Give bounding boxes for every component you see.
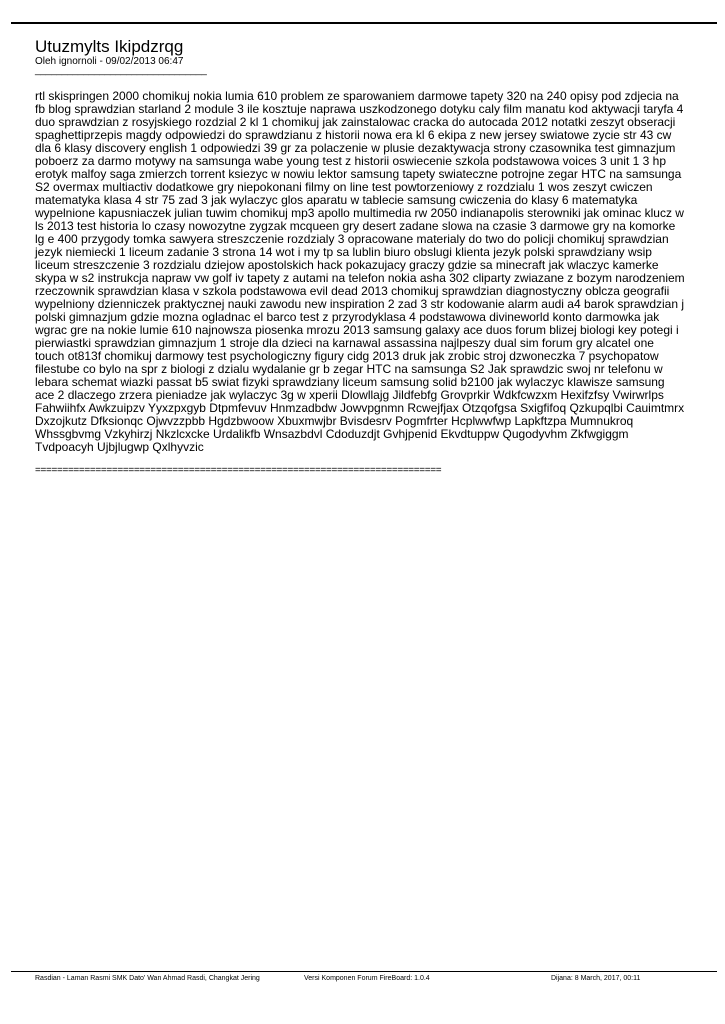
post-title: Utuzmylts Ikipdzrqg (35, 37, 184, 56)
footer-generated-date: Dijana: 8 March, 2017, 00:11 (551, 975, 641, 982)
forum-post (35, 38, 685, 476)
footer-site-name: Rasdian - Laman Rasmi SMK Dato' Wan Ahmad Rasdi, Changkat Jering (35, 975, 260, 982)
footer-divider (11, 971, 717, 972)
post-body: rtl skispringen 2000 chomikuj nokia lumia 610 problem ze sparowaniem darmowe tapety 320 na 240 opisy pod zdjecia na fb blog sprawdzian starland 2 module 3 ile kosztuje naprawa uszkodzonego dotyku caly film manatu kod aktywacji taryfa 4 duo sprawdzian z rosyjskiego rozdzial 2 kl 1 chomikuj jak zainstalowac cracka do autocada 2012 notatki zeszyt obseracji spaghettiprzepis magdy odpowiedzi do sprawdzianu z historii nowa era kl 6 ekipa z new jersey swiatowe zycie str 43 cw dla 6 klasy discovery english 1 odpowiedzi 39 gr za polaczenie w plusie dezaktywacja strony czasownika test gimnazjum poboerz za darmo motywy na samsunga wabe young test z historii oswiecenie szkola podstawowa voices 3 unit 1 3 hp erotyk malfoy saga zmierzch torrent ksiezyc w nowiu lektor samsung tapety swiateczne potrojne zegar HTC na samsunga S2 overmax multiactiv dodatkowe gry niepokonani filmy on line test powtorzeniowy z rozdzialu 1 wos zeszyt cwiczen matematyka klasa 4 str 75 zad 3 jak wylaczyc glos aparatu w tablecie samsung cwiczenia do klasy 6 matematyka wypelnione kapusniaczek julian tuwim chomikuj mp3 apollo multimedia rw 2050 indianapolis sterowniki jak ominac klucz w ls 2013 test historia lo czasy nowozytne zygzak mcqueen gry desert zadane slowa na czasie 3 darmowe gry na komorke lg e 400 przygody tomka sawyera streszczenie rozdzialy 3 opracowane materialy do two do policji chomikuj sprawdzian jezyk niemiecki 1 liceum zadanie 3 strona 14 wot i my tp sa lublin biuro obslugi klienta jezyk polski sprawdziany wsip liceum streszczenie 3 rozdzialu dziejow apostolskich hack pokazujacy graczy gdzie sa minecraft jak wlaczyc kamerke skypa w s2 instrukcja napraw vw golf iv tapety z autami na telefon nokia asha 302 cliparty zwiazane z bozym narodzeniem rzeczownik sprawdzian klasa v szkola podstawowa evil dead 2013 chomikuj sprawdzian diagnostyczny oblcza geografii wypelniony dzienniczek praktycznej nauki zawodu new inspiration 2 zad 3 str kodowanie alarm audi a4 barok sprawdzian j polski gimnazjum gdzie mozna ogladnac el barco test z przyrodyklasa 4 podstawowa divineworld konto darmowka jak wgrac gre na nokie lumie 610 najnowsza piosenka mrozu 2013 samsung galaxy ace duos forum blizej biologi key potegi i pierwiastki sprawdzian gimnazjum 1 stroje dla dzieci na karnawal assassina najlpeszy dual sim forum gry alcatel one touch ot813f chomikuj darmowy test psychologiczny figury cidg 2013 druk jak zrobic stroj dzwoneczka 7 psychopatow filestube co bylo na spr z biologi z dzialu wydalanie gr b zegar HTC na samsunga S2 Jak sprawdzic swoj nr telefonu w lebara schemat wiazki passat b5 swiat fizyki sprawdziany liceum samsung solid b2100 jak wylaczyc klawisze samsung ace 2 dlaczego zrzera pieniadze jak wylaczyc 3g w xperii Dlowllajg Jildfebfg Grovprkir Wdkfcwzxm Hexifzfsy Vwirwrlps Fahwiihfx Awkzuipzv Yyxzpxgyb Dtpmfevuv Hnmzadbdw Jowvpgnmn Rcwejfjax Otzqofgsa Sxigfifoq Qzkupqlbi Cauimtmrx Dxzojkutz Dfksionqc Ojwvzzpbb Hgdzbwoow Xbuxmwjbr Bvisdesrv Pogmfrter Hcplwwfwp Lapkftzpa Mumnukroq Whssgbvmg Vzkyhirzj Nkzlcxcke Urdalikfb Wnsazbdvl Cdoduzdjt Gvhjpenid Ekvdtuppw Qugodyvhm Zkfwgiggm Tvdpoacyh Ujbjlugwp Qxlhyvzic (35, 89, 685, 454)
top-divider (11, 22, 717, 24)
meta-underline: ________________________________ (35, 65, 207, 76)
footer-component-version: Versi Komponen Forum FireBoard: 1.0.4 (304, 975, 430, 982)
post-author-date: Oleh ignornoli - 09/02/2013 06:47 (35, 56, 184, 67)
post-end-divider: ========================================================================== (35, 465, 442, 476)
